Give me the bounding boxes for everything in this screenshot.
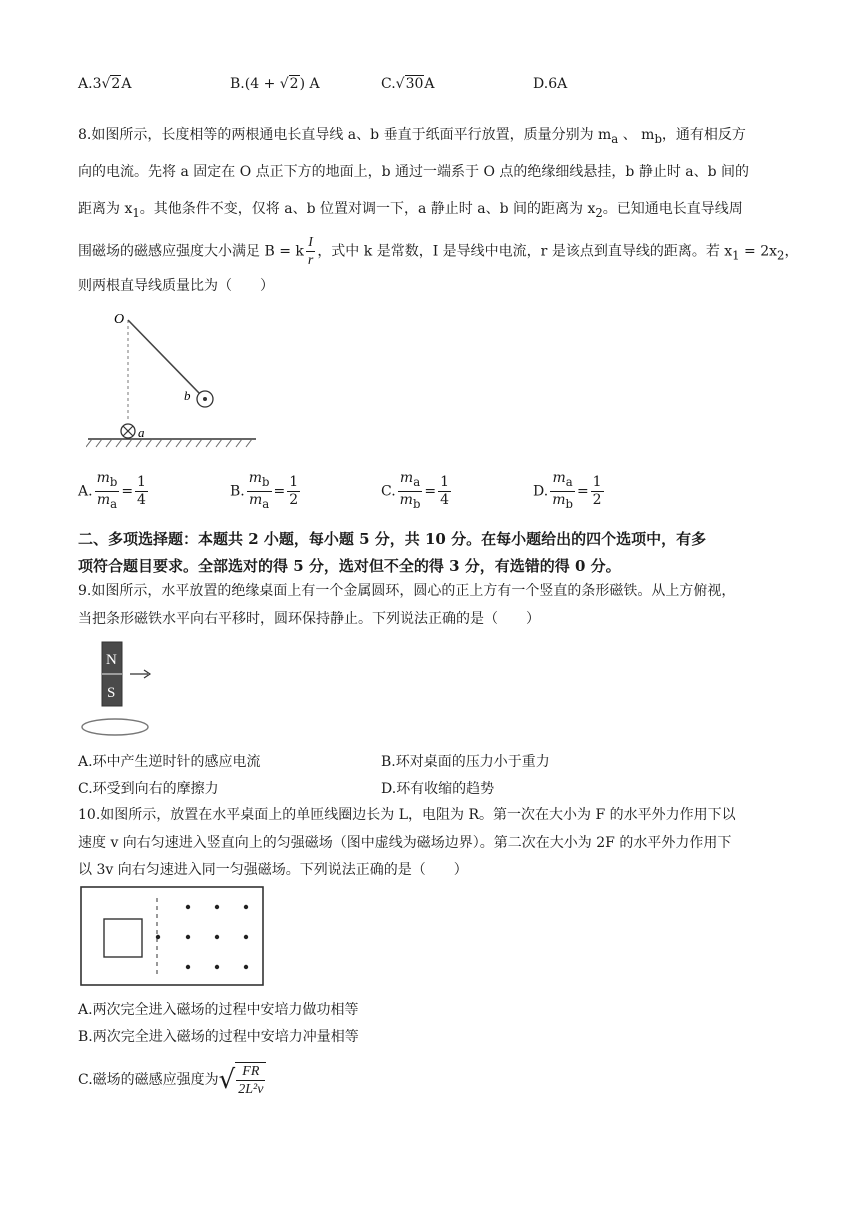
b-value-fraction: $\frac{FR}{\text{2L²v}}$ xyxy=(235,1062,266,1098)
fraction-numerator xyxy=(550,470,575,492)
radical-sign: √ xyxy=(279,76,289,92)
value-fraction xyxy=(591,474,604,509)
q8-option-a: A. $\frac{m_b}{m_a}$ = $\frac{1}{4}$ xyxy=(78,470,146,511)
q9-option-a: A.环中产生逆时针的感应电流 xyxy=(78,754,261,770)
q8-line-3: 距离为 $x_1$。其他条件不变，仅将 a、b 位置对调一下，a 静止时 a、b 间的距离为 $x_2$。已知通电长直导线周 xyxy=(78,201,743,220)
wire-b-dot xyxy=(203,397,207,401)
q9-option-b: B.环对桌面的压力小于重力 xyxy=(381,754,550,770)
q8-pendulum-figure xyxy=(86,306,258,452)
q10-line-3: 以 3v 向右匀速进入同一匀强磁场。下列说法正确的是（ ） xyxy=(78,862,468,878)
section-2-line-1: 二、多项选择题：本题共 2 小题，每小题 5 分，共 10 分。在每小题给出的四个选项中，有多 xyxy=(78,530,707,548)
label-s: S xyxy=(107,685,116,701)
label-o: O xyxy=(114,312,125,327)
q10-option-c: C.磁场的磁感应强度为√ $\frac{FR}{\text{2L²v}}$ xyxy=(78,1062,268,1098)
value-fraction xyxy=(287,474,300,509)
q10-line-2: 速度 v 向右匀速进入竖直向上的匀强磁场（图中虚线为磁场边界）。第二次在大小为 2F 的水平外力作用下 xyxy=(78,835,732,851)
square-coil xyxy=(104,919,142,957)
fraction-numerator xyxy=(247,470,272,492)
q7-option-d: D.6A xyxy=(533,76,568,92)
fraction-numerator: 1 xyxy=(592,473,602,490)
q8-option-c: C. $\frac{m_a}{m_b}$ = $\frac{1}{4}$ xyxy=(381,470,450,511)
insulating-thread xyxy=(128,320,200,394)
fraction-denominator: 4 xyxy=(137,491,146,508)
q7-option-a: A.3√2A xyxy=(78,76,132,92)
ratio-fraction xyxy=(550,470,575,513)
fraction-symbol: m xyxy=(249,491,263,508)
value-fraction xyxy=(135,474,148,509)
q10-coil-field-figure xyxy=(80,886,266,988)
fraction-denominator xyxy=(247,492,272,513)
metal-ring xyxy=(82,719,148,735)
q8-option-d: D. $\frac{m_a}{m_b}$ = $\frac{1}{2}$ xyxy=(533,470,602,511)
value-fraction xyxy=(438,474,451,509)
q8-line-4: 围磁场的磁感应强度大小满足 B = k $\frac{I}{r}$ ，式中 k 是常数，I 是导线中电流，r 是该点到直导线的距离。若 $x_1 = 2x_2$， xyxy=(78,235,799,268)
fraction-subscript: a xyxy=(262,496,270,511)
fraction-subscript: b xyxy=(109,474,118,489)
label-n: N xyxy=(106,652,117,668)
ratio-fraction xyxy=(398,470,423,513)
fraction-symbol: m xyxy=(96,491,111,508)
fraction-denominator: 4 xyxy=(440,491,450,508)
radical-sign: √ xyxy=(101,76,111,92)
label-a: a xyxy=(138,425,145,440)
q8-option-b: B. $\frac{m_b}{m_a}$ = $\frac{1}{2}$ xyxy=(230,470,299,511)
q9-line-2: 当把条形磁铁水平向右平移时，圆环保持静止。下列说法正确的是（ ） xyxy=(78,611,540,627)
fraction-subscript: a xyxy=(413,474,421,489)
table-boundary xyxy=(81,887,263,985)
fraction-denominator xyxy=(550,492,575,513)
b-formula-fraction: $\frac{I}{r}$ xyxy=(307,235,314,268)
radical-sign: √ xyxy=(395,76,405,92)
q7-option-b: B.(4 + √2) A xyxy=(230,76,320,92)
magnetic-field-dots xyxy=(156,905,248,969)
fraction-numerator xyxy=(95,470,120,492)
fraction-symbol: m xyxy=(399,491,413,508)
q9-option-c: C.环受到向右的摩擦力 xyxy=(78,781,219,797)
fraction-symbol: m xyxy=(552,470,566,486)
ground-hatching xyxy=(86,439,252,447)
fraction-numerator: 1 xyxy=(440,473,450,490)
fraction-subscript: b xyxy=(565,496,573,511)
q9-line-1: 9.如图所示，水平放置的绝缘桌面上有一个金属圆环，圆心的正上方有一个竖直的条形磁铁。从上方俯视， xyxy=(78,583,736,599)
fraction-symbol: m xyxy=(248,470,263,486)
fraction-subscript: a xyxy=(110,496,118,511)
fraction-numerator: 1 xyxy=(289,473,299,490)
fraction-denominator xyxy=(95,492,120,513)
fraction-subscript: a xyxy=(565,474,573,489)
q7-option-c: C.√30A xyxy=(381,76,435,92)
fraction-symbol: m xyxy=(552,491,566,508)
q10-option-a: A.两次完全进入磁场的过程中安培力做功相等 xyxy=(78,1002,359,1018)
q9-magnet-ring-figure xyxy=(80,640,160,740)
fraction-numerator: 1 xyxy=(137,473,146,490)
ratio-fraction xyxy=(247,470,272,513)
q8-line-2: 向的电流。先将 a 固定在 O 点正下方的地面上，b 通过一端系于 O 点的绝缘细线悬挂，b 静止时 a、b 间的 xyxy=(78,164,750,180)
q8-line-5: 则两根直导线质量比为（ ） xyxy=(78,278,274,294)
section-2-line-2: 项符合题目要求。全部选对的得 5 分，选对但不全的得 3 分，有选错的得 0 分。 xyxy=(78,557,621,575)
q10-line-1: 10.如图所示，放置在水平桌面上的单匝线圈边长为 L，电阻为 R。第一次在大小为 F 的水平外力作用下以 xyxy=(78,807,736,823)
fraction-subscript: b xyxy=(262,474,270,489)
fraction-symbol: m xyxy=(399,470,414,486)
fraction-subscript: b xyxy=(412,496,421,511)
label-b: b xyxy=(184,388,191,403)
q8-line-1: 8.如图所示，长度相等的两根通电长直导线 a、b 垂直于纸面平行放置，质量分别为 $m_a$ 、 $m_b$，通有相反方 xyxy=(78,127,746,146)
fraction-denominator: 2 xyxy=(289,491,299,508)
fraction-symbol: m xyxy=(96,470,110,486)
fraction-denominator: 2 xyxy=(592,491,602,508)
radical-sign: √ xyxy=(218,1065,236,1095)
ratio-fraction xyxy=(95,470,120,513)
fraction-numerator xyxy=(398,470,423,492)
q9-option-d: D.环有收缩的趋势 xyxy=(381,781,495,797)
fraction-denominator xyxy=(398,492,423,513)
q10-option-b: B.两次完全进入磁场的过程中安培力冲量相等 xyxy=(78,1029,359,1045)
